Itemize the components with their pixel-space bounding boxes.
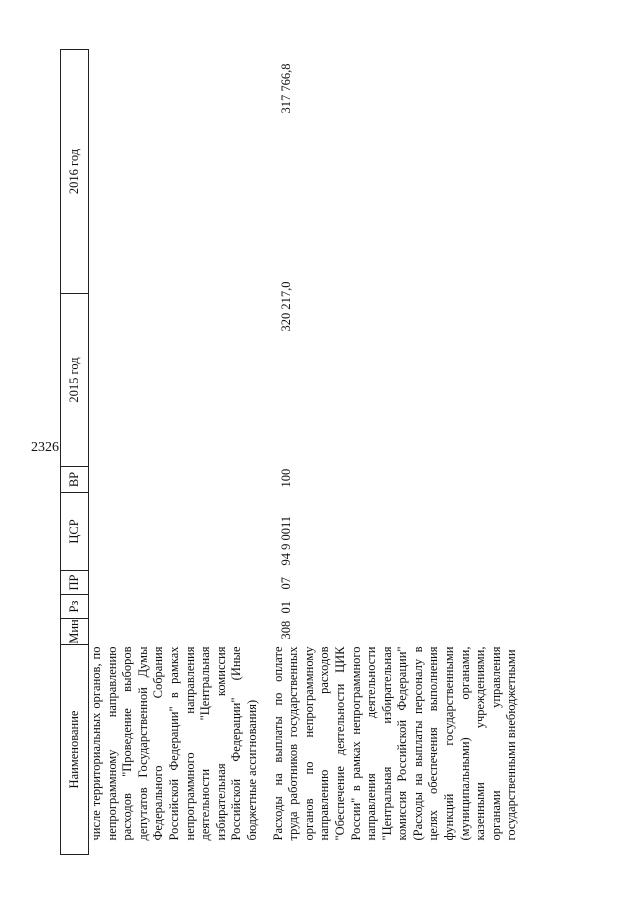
row-2015 [89, 294, 261, 467]
row-rz: 01 [278, 601, 293, 614]
row-2016 [89, 50, 261, 294]
row-2015: 320 217,0 [278, 281, 293, 332]
header-2015: 2015 год [61, 294, 89, 467]
header-rz: Рз [61, 595, 89, 619]
row-2016: 317 766,8 [278, 63, 293, 114]
row-vr: 100 [278, 468, 293, 488]
table-row [89, 50, 261, 855]
table-header-row [61, 50, 89, 855]
page-number: 2326 [31, 440, 59, 455]
header-min: Мин [61, 619, 89, 645]
row-min [89, 619, 261, 645]
header-name: Наименование [61, 645, 89, 855]
row-min: 308 [278, 620, 293, 640]
row-name: числе территориальных органов, по непрограммному направлению расходов "Проведение выборов депутатов Государственной Думы Федерального Собрания Российской Федерации" в рамках непрограммного направления деятельности "Центральная избирательная комиссия Российской Федерации" (Иные бюджетные ассигнования) [89, 646, 259, 841]
header-pr: ПР [61, 571, 89, 595]
header-vr: ВР [61, 467, 89, 493]
row-csr [89, 493, 261, 571]
table-row [261, 50, 521, 855]
row-rz [89, 595, 261, 619]
header-csr: ЦСР [61, 493, 89, 571]
header-2016: 2016 год [61, 50, 89, 294]
row-csr: 94 9 0011 [278, 515, 293, 566]
row-name: Расходы на выплаты по оплате труда работников государственных органов по непрограммному направлению расходов "Обеспечение деятельности ЦИК России" в рамках непрограммного направления деятельности "Центральная избирательная комиссия Российской Федерации" (Расходы на выплаты персоналу в целях обеспечения выполнения функций государственными (муниципальными) органами, казенными учреждениями, органами управления государственными внебюджетными [270, 646, 519, 841]
row-vr [89, 467, 261, 493]
row-pr [89, 571, 261, 595]
rotated-table-canvas [60, 50, 580, 855]
row-pr: 07 [278, 577, 293, 590]
budget-table [60, 49, 520, 855]
